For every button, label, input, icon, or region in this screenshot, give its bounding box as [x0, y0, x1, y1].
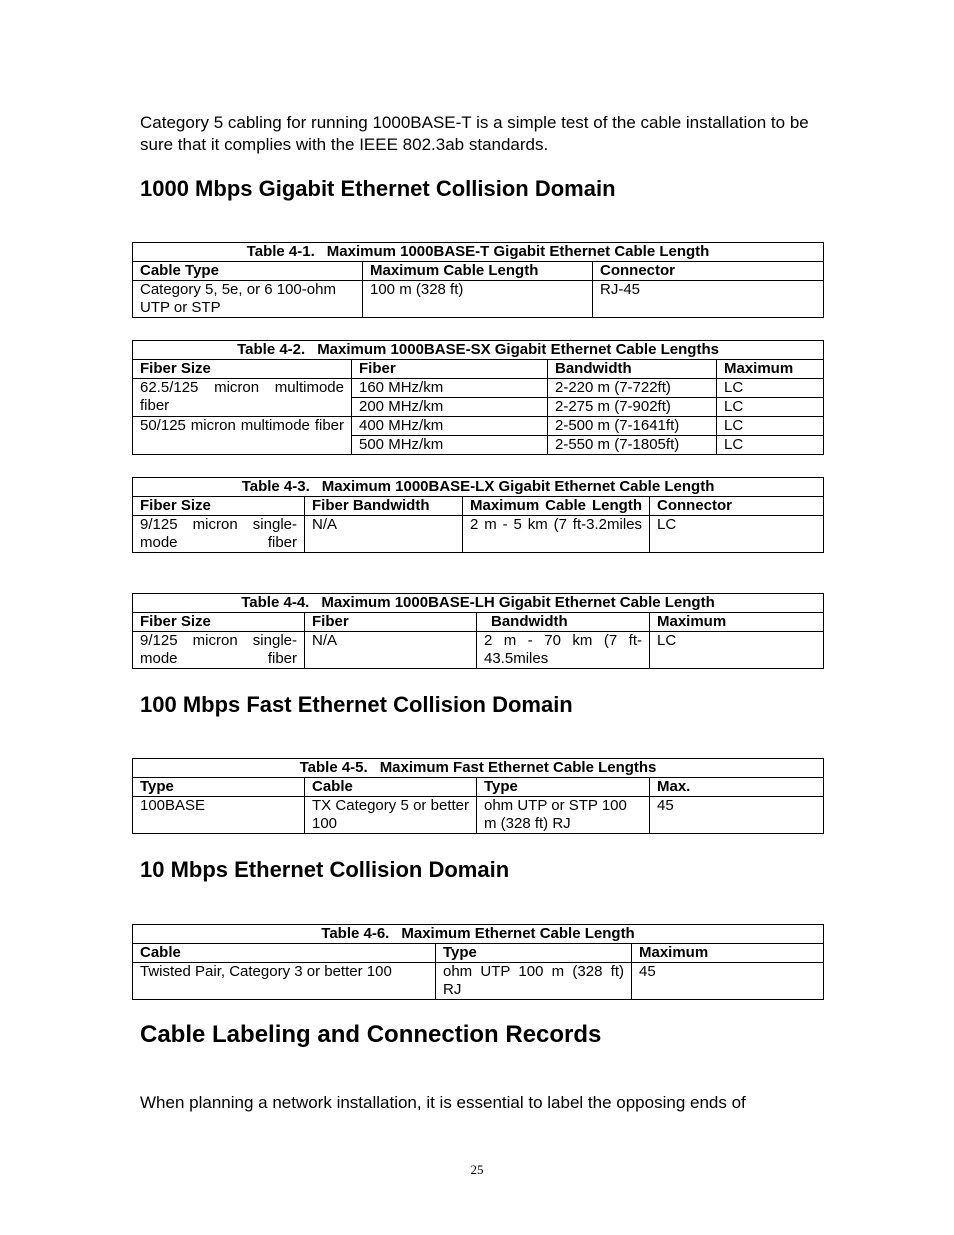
- column-header: Maximum: [650, 613, 824, 632]
- table-cell-fiber-size: 62.5/125 micron multimode fiber: [133, 379, 352, 417]
- section-heading-ten-mbps: 10 Mbps Ethernet Collision Domain: [140, 857, 510, 882]
- column-header: Cable Type: [133, 262, 363, 281]
- table-cell: Category 5, 5e, or 6 100-ohm UTP or STP: [133, 281, 363, 318]
- closing-paragraph: When planning a network installation, it is essential to label the opposing ends of: [140, 1093, 746, 1112]
- table-4-4: [132, 593, 824, 669]
- section-heading-fast-ethernet: 100 Mbps Fast Ethernet Collision Domain: [140, 692, 573, 717]
- table-cell: 45: [650, 797, 824, 834]
- caption-title: Maximum 1000BASE-T Gigabit Ethernet Cable Length: [326, 243, 710, 260]
- table-4-3: [132, 477, 824, 553]
- table-cell: 9/125 micron single-mode fiber: [133, 516, 305, 553]
- column-header: Type: [477, 778, 650, 797]
- table-cell: 500 MHz/km: [352, 436, 548, 455]
- table-header-row: [133, 360, 824, 379]
- table-cell: Twisted Pair, Category 3 or better 100: [133, 963, 436, 1000]
- table-cell: N/A: [305, 516, 463, 553]
- table-cell: 100 m (328 ft): [363, 281, 593, 318]
- table-4-2: [132, 340, 824, 455]
- table-caption-row: [133, 243, 824, 262]
- column-header: Cable: [305, 778, 477, 797]
- table-cell: 2 m - 5 km (7 ft-3.2miles: [463, 516, 650, 553]
- table-cell: LC: [717, 398, 824, 417]
- column-header: Max.: [650, 778, 824, 797]
- column-header: Fiber Size: [133, 613, 305, 632]
- caption-number: Table 4-2.: [237, 341, 306, 358]
- table-header-row: [133, 778, 824, 797]
- caption-title: Maximum 1000BASE-SX Gigabit Ethernet Cable Lengths: [317, 341, 719, 358]
- table-cell: 45: [632, 963, 824, 1000]
- column-header: Maximum Cable Length: [463, 497, 650, 516]
- caption-number: Table 4-6.: [321, 925, 390, 942]
- column-header: Fiber: [305, 613, 477, 632]
- table-row: [133, 963, 824, 1000]
- table-cell: ohm UTP or STP 100 m (328 ft) RJ: [477, 797, 650, 834]
- column-header: Bandwidth: [477, 613, 650, 632]
- caption-number: Table 4-1.: [246, 243, 315, 260]
- caption-title: Maximum Ethernet Cable Length: [401, 925, 635, 942]
- table-header-row: [133, 944, 824, 963]
- table-caption: [133, 478, 824, 497]
- table-row: [133, 417, 824, 436]
- table-caption-row: [133, 759, 824, 778]
- column-header: Connector: [593, 262, 824, 281]
- table-cell: 2-500 m (7-1641ft): [548, 417, 717, 436]
- table-cell: 160 MHz/km: [352, 379, 548, 398]
- table-caption-row: [133, 925, 824, 944]
- column-header: Fiber Size: [133, 497, 305, 516]
- table-caption: [133, 243, 824, 262]
- caption-number: Table 4-4.: [241, 594, 310, 611]
- table-cell: N/A: [305, 632, 477, 669]
- table-caption: [133, 759, 824, 778]
- table-cell: ohm UTP 100 m (328 ft) RJ: [436, 963, 632, 1000]
- table-header-row: [133, 262, 824, 281]
- column-header: Fiber Size: [133, 360, 352, 379]
- column-header: Connector: [650, 497, 824, 516]
- caption-title: Maximum 1000BASE-LX Gigabit Ethernet Cable Length: [321, 478, 715, 495]
- table-row: [133, 632, 824, 669]
- table-4-5: [132, 758, 824, 834]
- section-heading-gigabit: 1000 Mbps Gigabit Ethernet Collision Domain: [140, 176, 616, 201]
- intro-paragraph: Category 5 cabling for running 1000BASE-T is a simple test of the cable installation to be sure that it complies with the IEEE 802.3ab standards.: [140, 113, 809, 154]
- table-cell: LC: [717, 417, 824, 436]
- table-caption-row: [133, 594, 824, 613]
- column-header: Fiber Bandwidth: [305, 497, 463, 516]
- column-header: Fiber: [352, 360, 548, 379]
- table-cell: TX Category 5 or better 100: [305, 797, 477, 834]
- column-header: Bandwidth: [548, 360, 717, 379]
- table-row: [133, 281, 824, 318]
- column-header: Type: [133, 778, 305, 797]
- table-cell: 200 MHz/km: [352, 398, 548, 417]
- column-header: Cable: [133, 944, 436, 963]
- table-4-6: [132, 924, 824, 1000]
- table-cell-fiber-size: 50/125 micron multimode fiber: [133, 417, 352, 455]
- column-header: Maximum: [717, 360, 824, 379]
- column-header: Type: [436, 944, 632, 963]
- table-caption-row: [133, 478, 824, 497]
- table-cell: 2 m - 70 km (7 ft-43.5miles: [477, 632, 650, 669]
- table-row: [133, 516, 824, 553]
- caption-number: Table 4-5.: [299, 759, 368, 776]
- caption-title: Maximum Fast Ethernet Cable Lengths: [379, 759, 657, 776]
- table-cell: 100BASE: [133, 797, 305, 834]
- section-heading-cable-labeling: Cable Labeling and Connection Records: [140, 1021, 602, 1048]
- table-caption: [133, 925, 824, 944]
- table-header-row: [133, 497, 824, 516]
- table-caption: [133, 594, 824, 613]
- table-cell: 400 MHz/km: [352, 417, 548, 436]
- column-header: Maximum Cable Length: [363, 262, 593, 281]
- table-cell: 2-220 m (7-722ft): [548, 379, 717, 398]
- table-cell: 2-275 m (7-902ft): [548, 398, 717, 417]
- table-cell: 2-550 m (7-1805ft): [548, 436, 717, 455]
- table-cell: 9/125 micron single-mode fiber: [133, 632, 305, 669]
- table-cell: LC: [717, 436, 824, 455]
- table-cell: LC: [650, 516, 824, 553]
- table-cell: RJ-45: [593, 281, 824, 318]
- table-cell: LC: [717, 379, 824, 398]
- table-cell: LC: [650, 632, 824, 669]
- table-4-1: [132, 242, 824, 318]
- caption-title: Maximum 1000BASE-LH Gigabit Ethernet Cable Length: [321, 594, 715, 611]
- table-row: [133, 797, 824, 834]
- table-caption-row: [133, 341, 824, 360]
- table-row: [133, 379, 824, 398]
- page-number: 25: [470, 1162, 484, 1177]
- caption-number: Table 4-3.: [241, 478, 310, 495]
- column-header: Maximum: [632, 944, 824, 963]
- table-caption: [133, 341, 824, 360]
- table-header-row: [133, 613, 824, 632]
